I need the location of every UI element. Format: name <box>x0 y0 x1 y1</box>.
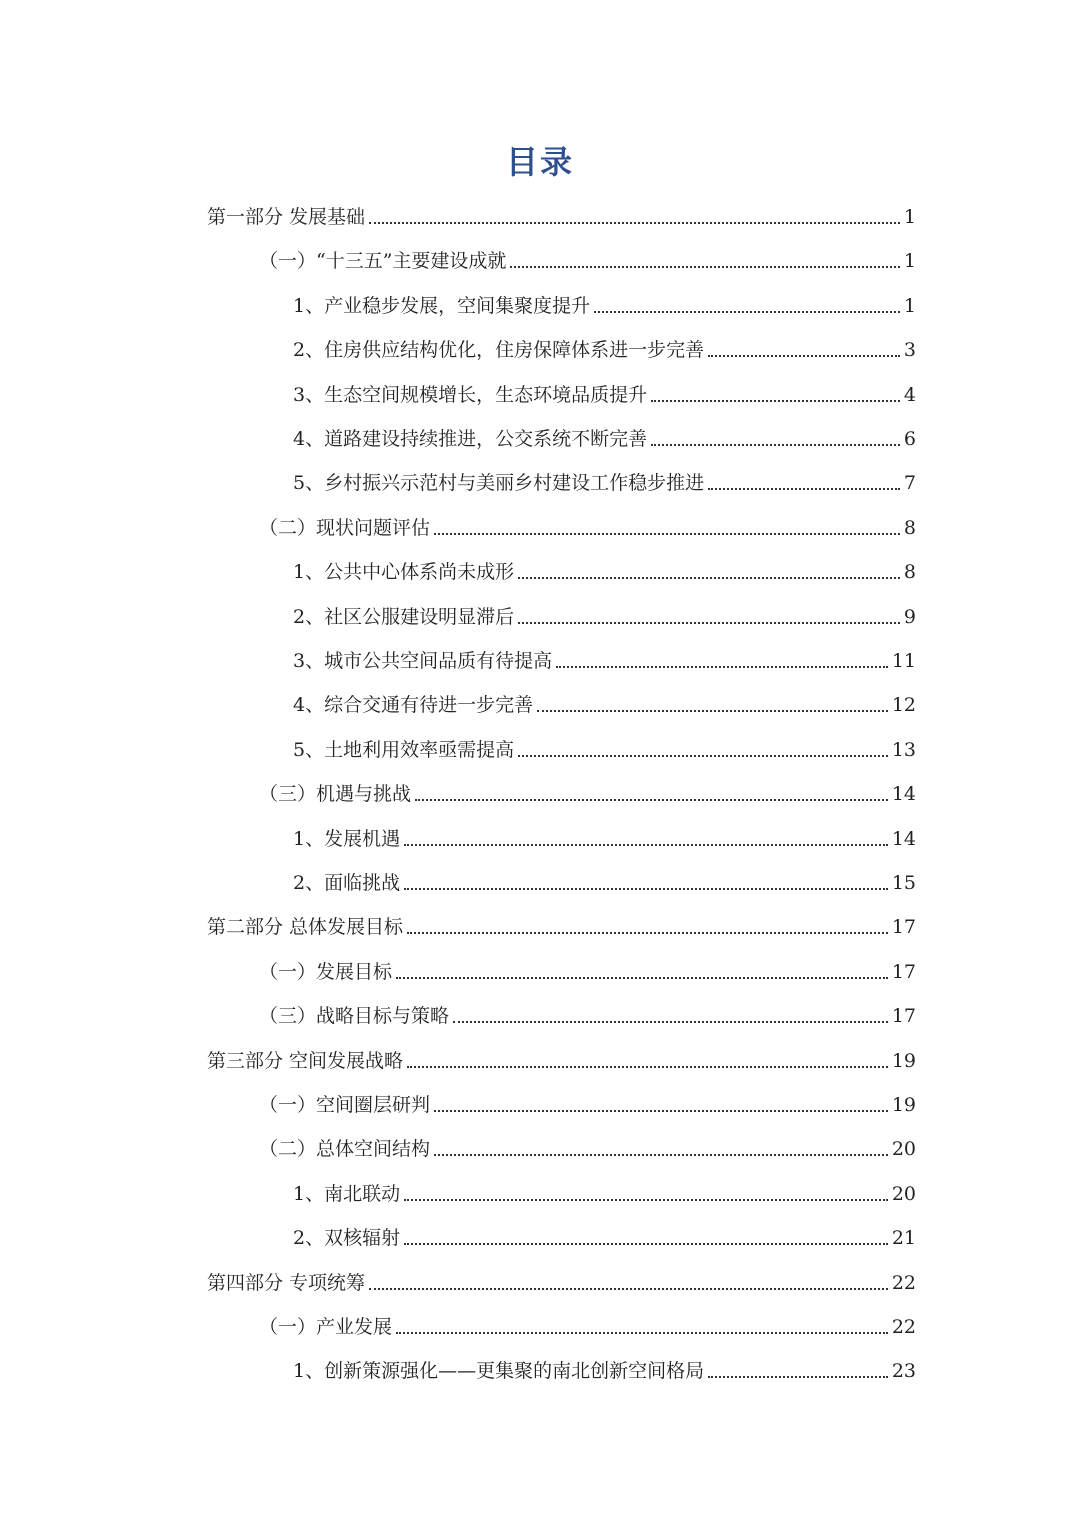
toc-entry[interactable] <box>207 900 916 944</box>
toc-page-number: 23 <box>891 1360 916 1383</box>
toc-entry[interactable] <box>259 989 916 1033</box>
toc-dot-leader <box>708 1376 888 1378</box>
toc-dot-leader <box>369 1288 888 1290</box>
toc-dot-leader <box>434 1110 888 1112</box>
toc-entry-text: 第二部分 总体发展目标 <box>207 916 404 939</box>
toc-entry[interactable] <box>293 723 916 767</box>
toc-dot-leader <box>651 444 900 446</box>
toc-entry[interactable] <box>293 545 916 589</box>
toc-entry[interactable] <box>293 323 916 367</box>
toc-dot-leader <box>594 311 900 313</box>
toc-page-number: 8 <box>903 561 916 584</box>
toc-page-number: 14 <box>891 783 916 806</box>
toc-entry-text: 1、创新策源强化——更集聚的南北创新空间格局 <box>293 1360 705 1383</box>
toc-entry[interactable] <box>293 678 916 722</box>
toc-page-number: 9 <box>903 605 916 628</box>
toc-entry[interactable] <box>259 1122 916 1166</box>
toc-entry[interactable] <box>293 412 916 456</box>
toc-dot-leader <box>407 932 888 934</box>
toc-entry[interactable] <box>293 1344 916 1388</box>
toc-page-number: 17 <box>891 1005 916 1028</box>
toc-entry[interactable] <box>293 590 916 634</box>
toc-page-number: 11 <box>891 650 916 672</box>
toc-dot-leader <box>369 222 900 224</box>
toc-entry-text: 5、乡村振兴示范村与美丽乡村建设工作稳步推进 <box>293 472 705 495</box>
toc-page-number: 1 <box>903 206 916 228</box>
toc-page-number: 21 <box>891 1227 916 1250</box>
toc-entry-text: 3、生态空间规模增长，生态环境品质提升 <box>293 383 648 406</box>
toc-entry-text: （一）空间圈层研判 <box>259 1094 431 1116</box>
toc-entry[interactable] <box>293 634 916 678</box>
toc-entry[interactable] <box>259 501 916 545</box>
toc-entry[interactable] <box>293 856 916 900</box>
toc-entry-text: 1、公共中心体系尚未成形 <box>293 561 515 584</box>
toc-entry-text: 5、土地利用效率亟需提高 <box>293 738 515 761</box>
toc-entry[interactable] <box>259 234 916 278</box>
toc-entry[interactable] <box>293 456 916 500</box>
toc-dot-leader <box>407 1066 888 1068</box>
toc-entry-text: 第四部分 专项统筹 <box>207 1271 366 1294</box>
toc-entry-text: 2、住房供应结构优化，住房保障体系进一步完善 <box>293 339 705 362</box>
toc-entry-text: 2、双核辐射 <box>293 1227 401 1250</box>
toc-entry-text: （二）现状问题评估 <box>259 516 431 539</box>
toc-dot-leader <box>404 888 888 890</box>
toc-dot-leader <box>415 799 888 801</box>
toc-dot-leader <box>434 533 900 535</box>
toc-dot-leader <box>518 577 900 579</box>
toc-dot-leader <box>404 1199 888 1201</box>
toc-page-number: 14 <box>891 827 916 850</box>
toc-entry[interactable] <box>259 1300 916 1344</box>
toc-entry-text: （二）总体空间结构 <box>259 1138 431 1161</box>
toc-entry-text: 第三部分 空间发展战略 <box>207 1049 404 1072</box>
toc-page-number: 22 <box>891 1271 916 1294</box>
toc-page-number: 1 <box>903 294 916 317</box>
toc-entry[interactable] <box>293 1167 916 1211</box>
toc-entry-text: （三）机遇与挑战 <box>259 783 412 806</box>
toc-dot-leader <box>651 400 900 402</box>
toc-dot-leader <box>556 666 888 668</box>
toc-dot-leader <box>404 844 888 846</box>
toc-page-number: 3 <box>903 339 916 362</box>
toc-entry-text: 1、产业稳步发展，空间集聚度提升 <box>293 294 591 317</box>
toc-entry-text: （一）“十三五”主要建设成就 <box>259 250 507 273</box>
toc-entry-text: （一）产业发展 <box>259 1316 393 1338</box>
toc-page-number: 1 <box>903 250 916 273</box>
toc-entry[interactable] <box>259 1078 916 1122</box>
toc-entry[interactable] <box>293 1211 916 1255</box>
toc-entry[interactable] <box>293 368 916 412</box>
toc-entry[interactable] <box>293 812 916 856</box>
toc-entry[interactable] <box>259 945 916 989</box>
toc-page-number: 8 <box>903 516 916 539</box>
toc-page-number: 12 <box>891 694 916 717</box>
toc-page-number: 19 <box>891 1049 916 1072</box>
toc-entry[interactable] <box>259 767 916 811</box>
toc-dot-leader <box>396 1332 888 1334</box>
toc-page-number: 6 <box>903 428 916 450</box>
toc-page-number: 4 <box>903 383 916 406</box>
toc-entry-text: （三）战略目标与策略 <box>259 1005 450 1028</box>
toc-entry-text: 4、综合交通有待进一步完善 <box>293 694 534 717</box>
toc-entry-text: 2、面临挑战 <box>293 872 401 894</box>
toc-page-number: 13 <box>891 738 916 761</box>
toc-entry[interactable] <box>293 279 916 323</box>
toc-entry-text: 4、道路建设持续推进，公交系统不断完善 <box>293 428 648 450</box>
toc-dot-leader <box>434 1154 888 1156</box>
toc-dot-leader <box>518 622 900 624</box>
toc-entry-text: （一）发展目标 <box>259 960 393 983</box>
toc-page-number: 17 <box>891 960 916 983</box>
toc-dot-leader <box>518 755 888 757</box>
toc-dot-leader <box>708 355 900 357</box>
toc-page-number: 7 <box>903 472 916 495</box>
toc-dot-leader <box>510 266 899 268</box>
toc-page-number: 19 <box>891 1094 916 1116</box>
toc-dot-leader <box>404 1243 888 1245</box>
toc-entry[interactable] <box>207 1034 916 1078</box>
toc-dot-leader <box>708 488 900 490</box>
toc-page-number: 20 <box>891 1182 916 1205</box>
toc-entry-text: 第一部分 发展基础 <box>207 206 366 228</box>
toc-entry-text: 1、发展机遇 <box>293 827 401 850</box>
toc-title: 目录 <box>505 143 574 181</box>
toc-entry-text: 2、社区公服建设明显滞后 <box>293 605 515 628</box>
toc-entry-text: 3、城市公共空间品质有待提高 <box>293 650 553 672</box>
toc-dot-leader <box>537 710 888 712</box>
toc-entry[interactable] <box>207 1256 916 1300</box>
toc-entry[interactable] <box>207 190 916 234</box>
toc-dot-leader <box>453 1021 888 1023</box>
toc-page-number: 22 <box>891 1316 916 1338</box>
toc-page-number: 15 <box>891 872 916 894</box>
toc-entry-text: 1、南北联动 <box>293 1182 401 1205</box>
toc-page-number: 17 <box>891 916 916 939</box>
toc-page-number: 20 <box>891 1138 916 1161</box>
toc-dot-leader <box>396 977 888 979</box>
